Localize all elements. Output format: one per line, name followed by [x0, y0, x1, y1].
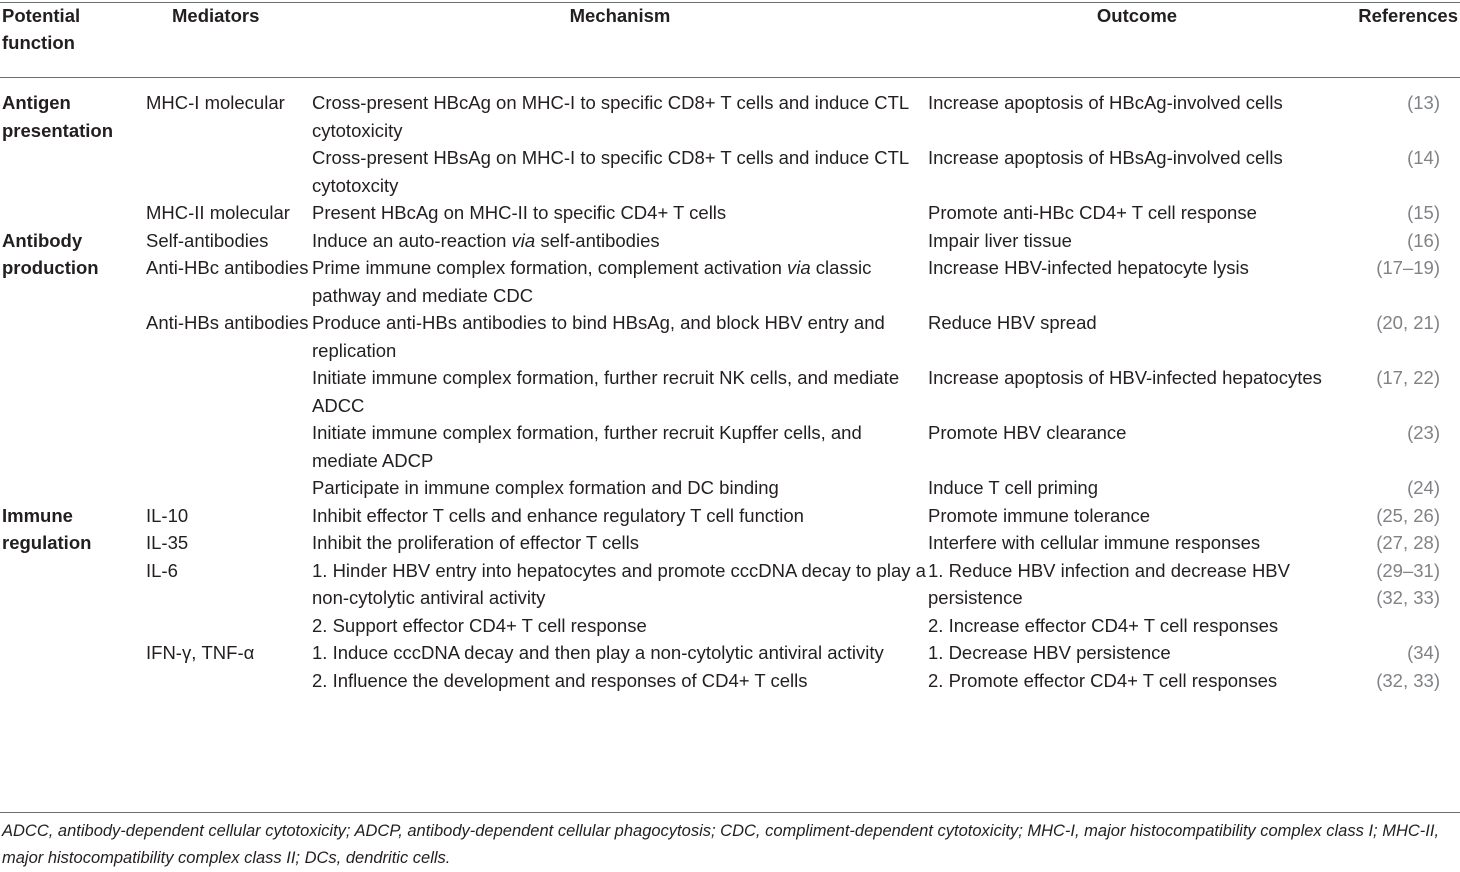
mechanism-italic: via — [511, 229, 536, 251]
outcome-cell — [928, 557, 1346, 640]
outcome-line: 2. Increase effector CD4+ T cell responses — [928, 614, 1279, 636]
table-row — [0, 309, 1460, 364]
header-row — [0, 2, 1460, 77]
reference-cell — [1346, 474, 1460, 502]
reference-cell — [1346, 227, 1460, 255]
reference-cell — [1346, 309, 1460, 364]
group-label: Immune regulation — [2, 504, 92, 553]
outcome-line: 1. Reduce HBV infection and decrease HBV persistence — [928, 559, 1290, 608]
outcome-cell: Promote HBV clearance — [928, 422, 1127, 443]
mechanism-cell: Produce anti-HBs antibodies to bind HBsAg, and block HBV entry and replication — [312, 312, 885, 361]
reference-cell — [1346, 199, 1460, 227]
reference-link[interactable]: (15) — [1407, 202, 1440, 223]
bottom-rule — [0, 812, 1460, 813]
mediator-cell: Anti-HBs antibodies — [146, 312, 309, 333]
reference-link[interactable]: (24) — [1407, 477, 1440, 498]
outcome-cell: Increase apoptosis of HBcAg-involved cells — [928, 92, 1283, 113]
reference-link[interactable]: (27, 28) — [1376, 532, 1440, 553]
group-label: Antibody production — [2, 229, 99, 278]
mediator-cell: IFN-γ, TNF-α — [146, 642, 255, 663]
mediator-cell: IL-35 — [146, 532, 189, 553]
table-row — [0, 529, 1460, 557]
mechanism-cell: Initiate immune complex formation, further recruit NK cells, and mediate ADCC — [312, 367, 900, 416]
header-outcome: Outcome — [1096, 5, 1178, 26]
mechanism-cell — [312, 227, 928, 255]
outcome-cell — [928, 639, 1346, 694]
table-footnote: ADCC, antibody-dependent cellular cytotoxicity; ADCP, antibody-dependent cellular phagocytosis; CDC, compliment-dependent cytotoxicity; MHC-I, major histocompatibility complex class I; MHC-II, major histocompatibility complex class II; DCs, dendritic cells. — [2, 822, 1440, 867]
mediator-cell: Self-antibodies — [146, 229, 269, 251]
header-mediators: Mediators — [172, 5, 260, 26]
reference-link[interactable]: (14) — [1407, 147, 1440, 168]
table-row — [0, 77, 1460, 144]
mechanism-cell — [312, 639, 928, 694]
reference-link[interactable]: (29–31) — [1376, 559, 1440, 581]
mediator-cell: IL-10 — [146, 504, 189, 526]
table-row — [0, 227, 1460, 255]
table-row — [0, 144, 1460, 199]
header-references: References — [1358, 5, 1458, 26]
reference-cell — [1346, 639, 1460, 694]
mechanism-text: Prime immune complex formation, complement activation — [312, 257, 788, 278]
mechanism-text: classic pathway and mediate CDC — [312, 257, 872, 306]
outcome-cell: Increase apoptosis of HBV-infected hepatocytes — [928, 367, 1322, 388]
outcome-cell: Interfere with cellular immune responses — [928, 532, 1261, 553]
reference-cell — [1346, 557, 1460, 640]
mechanism-cell: Initiate immune complex formation, further recruit Kupffer cells, and mediate ADCP — [312, 422, 862, 471]
group-label: Antigen presentation — [2, 92, 114, 141]
reference-cell — [1346, 364, 1460, 419]
reference-link[interactable]: (17–19) — [1376, 257, 1440, 278]
outcome-cell: Promote immune tolerance — [928, 504, 1151, 526]
mechanism-cell — [312, 557, 928, 640]
mediator-cell: IL-6 — [146, 559, 178, 581]
mechanism-line: 1. Induce cccDNA decay and then play a non-cytolytic antiviral activity — [312, 642, 884, 663]
reference-cell — [1346, 502, 1460, 530]
reference-link[interactable]: (20, 21) — [1376, 312, 1440, 333]
outcome-cell: Reduce HBV spread — [928, 312, 1097, 333]
reference-cell — [1346, 529, 1460, 557]
header-mechanism: Mechanism — [569, 5, 671, 26]
outcome-cell: Increase HBV-infected hepatocyte lysis — [928, 257, 1249, 278]
mediator-cell: MHC-II molecular — [146, 202, 290, 223]
reference-link[interactable]: (32, 33) — [1376, 587, 1440, 608]
mechanism-cell: Cross-present HBcAg on MHC-I to specific CD8+ T cells and induce CTL cytotoxicity — [312, 92, 909, 141]
outcome-line: 2. Promote effector CD4+ T cell responses — [928, 669, 1278, 691]
mechanism-line: 1. Hinder HBV entry into hepatocytes and promote cccDNA decay to play a non-cytolytic antiviral activity — [312, 559, 926, 608]
data-table — [0, 2, 1460, 694]
mediator-cell — [146, 144, 312, 199]
table-row — [0, 639, 1460, 694]
reference-link[interactable]: (13) — [1407, 92, 1440, 113]
mechanism-cell: Participate in immune complex formation and DC binding — [312, 477, 779, 498]
reference-link[interactable]: (25, 26) — [1376, 504, 1440, 526]
mechanism-text: Induce an auto-reaction — [312, 229, 512, 251]
reference-link[interactable]: (32, 33) — [1376, 669, 1440, 691]
mechanism-italic: via — [787, 257, 811, 278]
reference-link[interactable]: (34) — [1407, 642, 1440, 663]
reference-link[interactable]: (16) — [1407, 229, 1440, 251]
outcome-cell: Induce T cell priming — [928, 477, 1099, 498]
table-row — [0, 254, 1460, 309]
mechanism-cell: Inhibit effector T cells and enhance regulatory T cell function — [312, 504, 804, 526]
mechanism-line: 2. Influence the development and responses of CD4+ T cells — [312, 669, 808, 691]
reference-cell — [1346, 419, 1460, 474]
table-row — [0, 557, 1460, 640]
mechanism-line: 2. Support effector CD4+ T cell response — [312, 614, 647, 636]
outcome-cell: Increase apoptosis of HBsAg-involved cells — [928, 147, 1283, 168]
reference-cell — [1346, 144, 1460, 199]
mechanism-cell — [312, 254, 928, 309]
mediator-cell: MHC-I molecular — [146, 92, 285, 113]
outcome-cell: Impair liver tissue — [928, 229, 1072, 251]
outcome-line: 1. Decrease HBV persistence — [928, 642, 1171, 663]
reference-link[interactable]: (23) — [1407, 422, 1440, 443]
header-function: Potential function — [2, 5, 81, 53]
reference-cell — [1346, 254, 1460, 309]
reference-cell — [1346, 77, 1460, 144]
mechanism-cell: Inhibit the proliferation of effector T cells — [312, 532, 640, 553]
mechanism-text: self-antibodies — [535, 229, 660, 251]
table-row — [0, 199, 1460, 227]
outcome-cell: Promote anti-HBc CD4+ T cell response — [928, 202, 1257, 223]
mediator-cell: Anti-HBc antibodies — [146, 257, 309, 278]
mechanism-cell: Cross-present HBsAg on MHC-I to specific CD8+ T cells and induce CTL cytotoxcity — [312, 147, 909, 196]
table-row — [0, 502, 1460, 530]
mechanism-cell: Present HBcAg on MHC-II to specific CD4+ T cells — [312, 202, 727, 223]
reference-link[interactable]: (17, 22) — [1376, 367, 1440, 388]
